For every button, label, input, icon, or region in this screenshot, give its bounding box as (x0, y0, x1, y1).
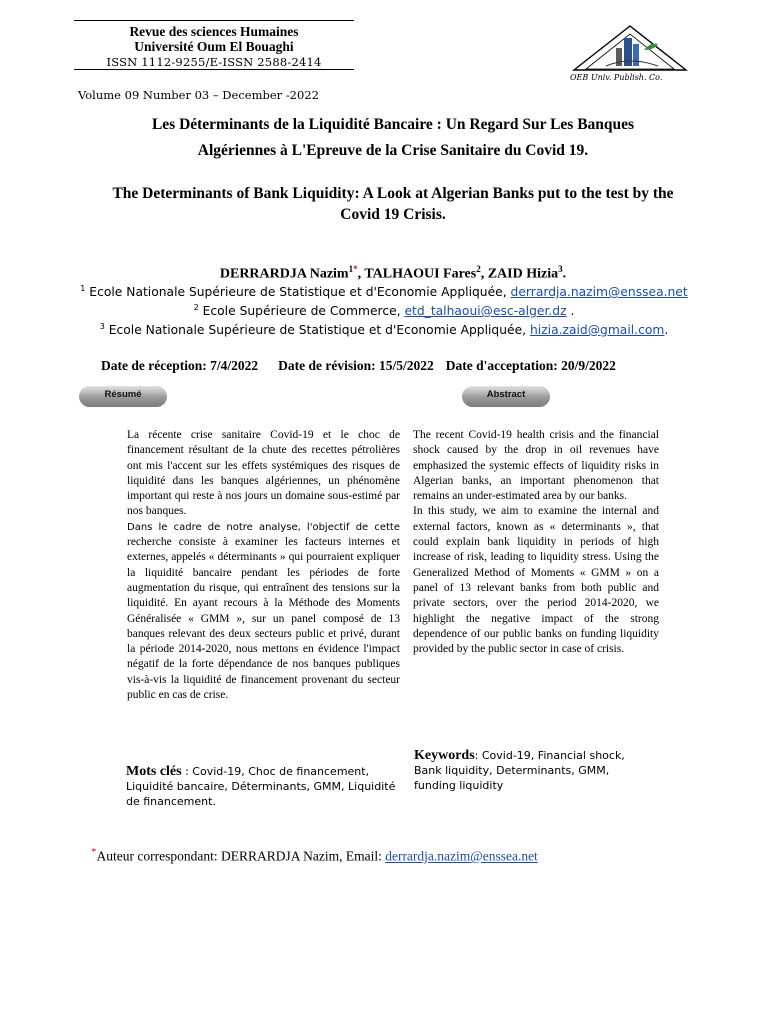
affiliation-1 (0, 284, 768, 299)
corresponding-author-footnote (91, 846, 538, 865)
date-revision: Date de révision: 15/5/2022 (278, 358, 434, 373)
title-french-line-2: Algériennes à L'Epreuve de la Crise Sanitaire du Covid 19. (197, 142, 589, 159)
keywords-label: Keywords (414, 748, 475, 763)
dates-line (101, 358, 616, 374)
mots-cles-label: Mots clés (126, 764, 182, 779)
affiliation-text: Ecole Nationale Supérieure de Statistique et d'Economie Appliquée, (108, 323, 530, 338)
header-bottom-rule (74, 69, 354, 70)
resume-paragraph-1: La récente crise sanitaire Covid-19 et le choc de financement résultant de la chute des recettes pétrolières ont mis l'accent sur les effets systémiques des risques de liquidité dans les banques algériennes, un phénomène important qui reste à nos jours un domaine sous-estimé par nos banques. (127, 429, 400, 518)
author-2: TALHAOUI Fares (364, 266, 477, 282)
author-2-affil-number: 2 (476, 264, 481, 274)
author-separator: , (357, 266, 365, 282)
corresponding-star: * (353, 264, 358, 274)
resume-label-pill: Résumé (79, 386, 167, 407)
affiliation-trailing: . (664, 323, 669, 338)
date-acceptation: Date d'acceptation: 20/9/2022 (445, 358, 616, 373)
mots-cles-text: : Covid-19, Choc de financement, Liquidité bancaire, Déterminants, GMM, Liquidité de financement. (126, 765, 396, 808)
keywords (414, 748, 654, 793)
abstract-text (413, 428, 659, 657)
footnote-star: * (91, 846, 97, 858)
author-1-affil-number: 1 (348, 264, 354, 274)
author-separator: , (480, 266, 488, 282)
resume-paragraph-2: recherche consiste à examiner les facteurs internes et externes, appelés « déterminants » qui pourraient expliquer la liquidité bancaire pendant les périodes de forte augmentation du risque, qui entraînent des tensions sur la liquidité. En ayant recours à la Méthode des Moments Généralisée « GMM », sur un panel composé de 13 banques relevant des deux secteurs public et privé, durant la période 2014-2020, nous mettons en évidence l'impact négatif de la forte dépendance de nos banques publiques vis-à-vis la liquidité de financement provenant du secteur public en cas de crise. (127, 536, 400, 702)
affiliation-email-link[interactable]: etd_talhaoui@esc-alger.dz (404, 304, 567, 319)
title-french (100, 112, 686, 164)
author-3-affil-number: 3 (558, 264, 563, 274)
journal-name: Revue des sciences Humaines (129, 24, 299, 39)
abstract-paragraph-1: The recent Covid-19 health crisis and the financial shock caused by the drop in oil revenues have emphasized the systemic effects of liquidity risks in Algerian banks, an important phenomenon that remains an under-estimated area by our banks. (413, 429, 659, 503)
title-french-line-1: Les Déterminants de la Liquidité Bancaire : Un Regard Sur Les Banques (151, 116, 635, 133)
university-name: Université Oum El Bouaghi (134, 39, 294, 54)
abstract-paragraph-2: In this study, we aim to examine the internal and external factors, known as « determinants », that could explain bank liquidity in periods of high increase of risk, leading to liquidity stress. Using the Generalized Method of Moments « GMM » on a panel of 13 relevant banks from both public and private sectors, over the period 2014-2020, we highlight the negative impact of the strong dependence of our public banks on funding liquidity provided by the public sector in case of crisis. (413, 505, 659, 656)
affiliation-text: Ecole Nationale Supérieure de Statistique et d'Economie Appliquée, (89, 285, 511, 300)
journal-header (74, 20, 354, 70)
affiliation-3 (0, 322, 768, 337)
issn-line: ISSN 1112-9255/E-ISSN 2588-2414 (106, 55, 322, 69)
affiliation-number: 1 (80, 284, 86, 293)
affiliation-number: 2 (193, 303, 199, 312)
affiliation-email-link[interactable]: derrardja.nazim@enssea.net (510, 285, 688, 300)
title-english: The Determinants of Bank Liquidity: A Look at Algerian Banks put to the test by the Covid 19 Crisis. (112, 185, 674, 223)
author-list (0, 264, 768, 283)
keywords-text: : Covid-19, Financial shock, Bank liquidity, Determinants, GMM, funding liquidity (414, 749, 625, 792)
affiliation-text: Ecole Supérieure de Commerce, (202, 304, 405, 319)
affiliation-number: 3 (99, 322, 105, 331)
abstract-label-pill: Abstract (462, 386, 550, 407)
footnote-email-link[interactable]: derrardja.nazim@enssea.net (385, 848, 538, 864)
affiliation-trailing: . (566, 304, 575, 319)
author-3: ZAID Hizia (487, 266, 559, 282)
affiliation-email-link[interactable]: hizia.zaid@gmail.com (529, 323, 665, 338)
author-list-end: . (562, 266, 567, 282)
volume-line: Volume 09 Number 03 – December -2022 (78, 88, 319, 102)
affiliation-2 (0, 303, 768, 318)
author-1: DERRARDJA Nazim (219, 266, 349, 282)
resume-text (127, 428, 400, 703)
mots-cles (126, 764, 396, 809)
logo-caption: OEB Univ. Publish. Co. (570, 73, 663, 82)
resume-paragraph-2-lead: Dans le cadre de notre analyse, l'objectif de cette (127, 521, 400, 533)
footnote-text: Auteur correspondant: DERRARDJA Nazim, Email: (96, 848, 386, 864)
date-reception: Date de réception: 7/4/2022 (101, 358, 259, 373)
